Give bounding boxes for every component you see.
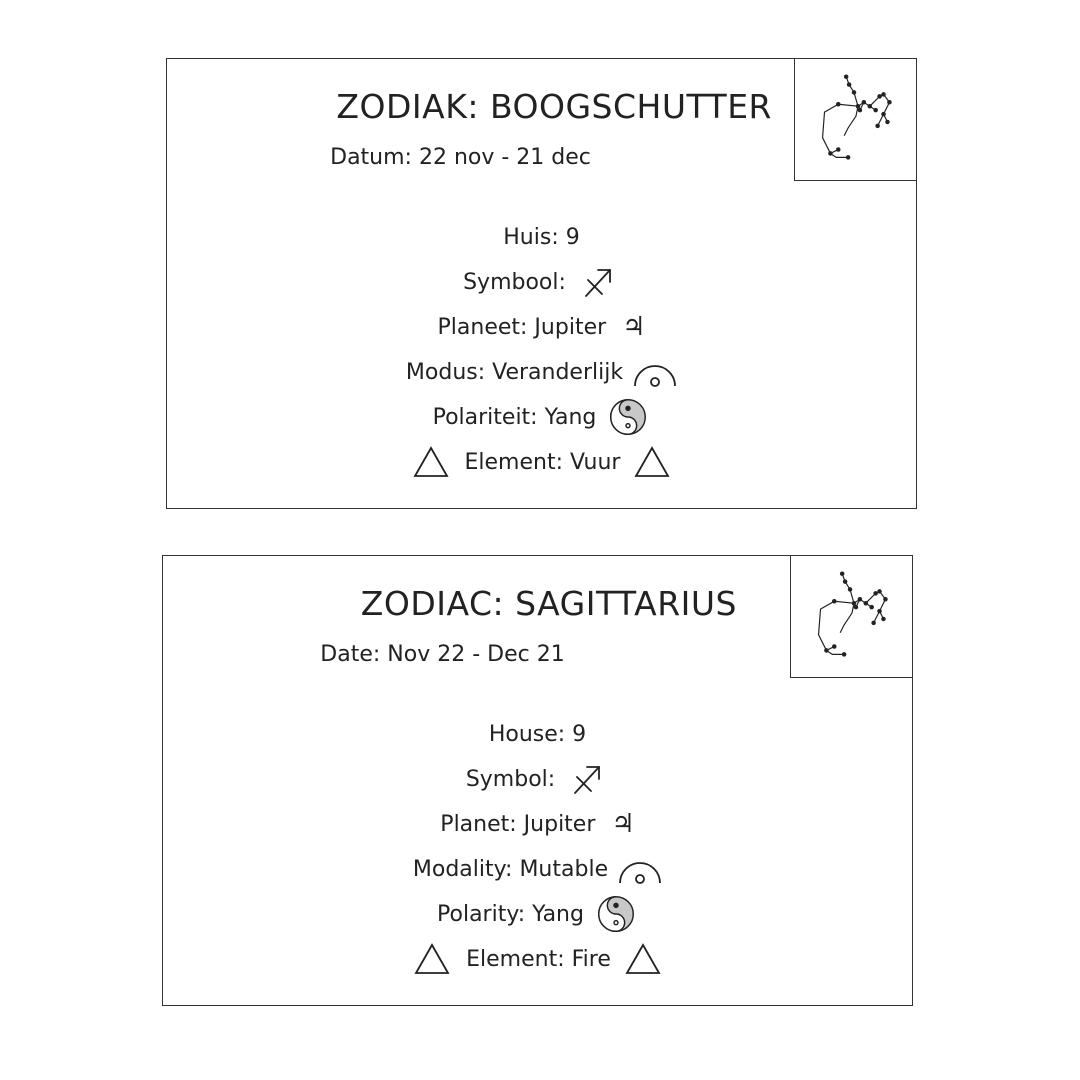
fire-triangle-icon <box>410 939 454 979</box>
jupiter-glyph: ♃ <box>622 312 646 342</box>
date-range: Datum: 22 nov - 21 dec <box>330 145 591 170</box>
house-row <box>167 217 916 257</box>
mutable-arc-icon <box>618 849 662 889</box>
jupiter-glyph: ♃ <box>611 809 635 839</box>
house-row <box>163 714 912 754</box>
element-label: Element: Vuur <box>464 449 621 475</box>
zodiac-card-dutch <box>166 58 917 509</box>
constellation-frame <box>794 58 917 181</box>
symbol-label: Symbool: <box>463 269 566 295</box>
card-title: ZODIAK: BOOGSCHUTTER <box>336 87 772 126</box>
yin-yang-icon <box>606 397 650 437</box>
card-title: ZODIAC: SAGITTARIUS <box>360 584 737 623</box>
planet-label: Planeet: Jupiter <box>437 314 607 340</box>
polarity-label: Polarity: Yang <box>437 901 584 927</box>
sagittarius-arrow-icon <box>565 759 609 799</box>
planet-row <box>167 307 916 347</box>
mutable-arc-icon <box>633 352 677 392</box>
house-label: Huis: 9 <box>503 224 580 250</box>
element-row <box>163 939 912 979</box>
constellation-frame <box>790 555 913 678</box>
modality-label: Modus: Veranderlijk <box>405 359 624 385</box>
polarity-row <box>163 894 912 934</box>
house-label: House: 9 <box>488 721 587 747</box>
fire-triangle-icon <box>409 442 453 482</box>
symbol-label: Symbol: <box>465 766 556 792</box>
sagittarius-constellation-icon <box>795 59 916 180</box>
planet-row <box>163 804 912 844</box>
polarity-row <box>167 397 916 437</box>
sagittarius-constellation-icon <box>791 556 912 677</box>
polarity-label: Polariteit: Yang <box>432 404 597 430</box>
yin-yang-icon <box>594 894 638 934</box>
date-range: Date: Nov 22 - Dec 21 <box>320 642 565 667</box>
element-row <box>167 442 916 482</box>
modality-label: Modality: Mutable <box>412 856 609 882</box>
zodiac-card-english <box>162 555 913 1006</box>
planet-label: Planet: Jupiter <box>440 811 596 837</box>
modality-row <box>163 849 912 889</box>
sagittarius-arrow-icon <box>576 262 620 302</box>
fire-triangle-icon <box>630 442 674 482</box>
modality-row <box>167 352 916 392</box>
symbol-row <box>163 759 912 799</box>
fire-triangle-icon <box>621 939 665 979</box>
element-label: Element: Fire <box>466 946 611 972</box>
symbol-row <box>167 262 916 302</box>
